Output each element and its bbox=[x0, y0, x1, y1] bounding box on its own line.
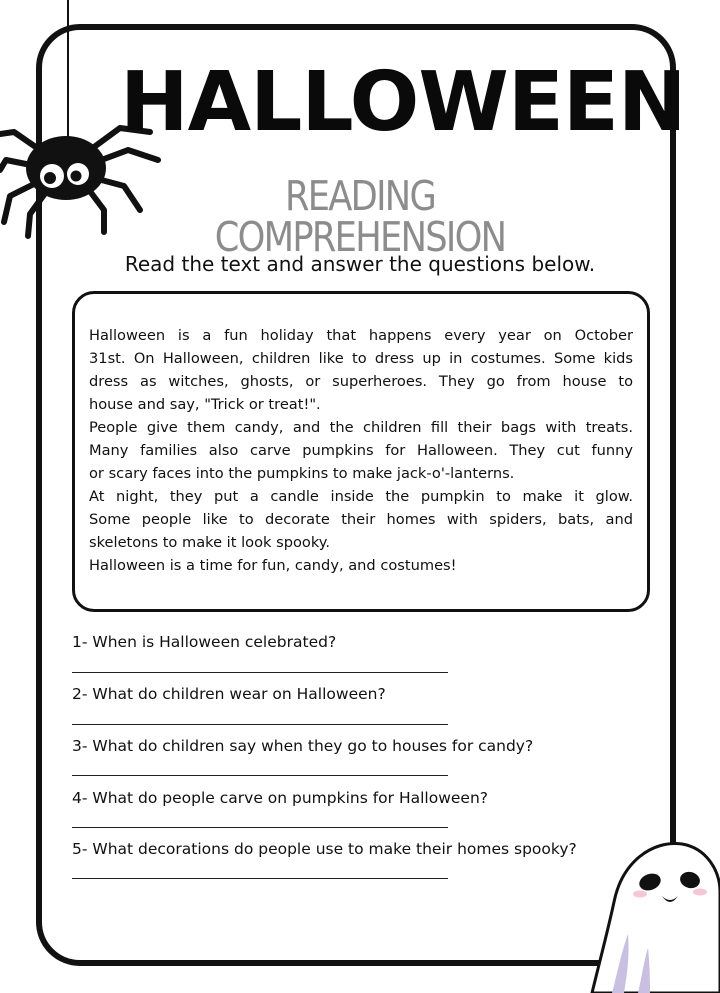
answer-line-3[interactable] bbox=[72, 775, 448, 776]
reading-passage bbox=[72, 291, 650, 612]
question-5: 5- What decorations do people use to make their homes spooky? bbox=[72, 840, 577, 858]
passage-line: skeletons to make it look spooky. bbox=[89, 534, 330, 551]
passage-line: 31st. On Halloween, children like to dress up in costumes. Some kids bbox=[89, 350, 633, 367]
passage-line: Halloween is a time for fun, candy, and costumes! bbox=[89, 557, 457, 574]
answer-line-5[interactable] bbox=[72, 878, 448, 879]
ghost-icon bbox=[578, 830, 720, 993]
question-3: 3- What do children say when they go to houses for candy? bbox=[72, 737, 534, 755]
question-4: 4- What do people carve on pumpkins for Halloween? bbox=[72, 789, 489, 807]
answer-line-4[interactable] bbox=[72, 827, 448, 828]
passage-line: dress as witches, ghosts, or superheroes. They go from house to bbox=[89, 373, 633, 390]
question-2: 2- What do children wear on Halloween? bbox=[72, 685, 386, 703]
passage-line: People give them candy, and the children fill their bags with treats. bbox=[89, 419, 633, 436]
answer-line-2[interactable] bbox=[72, 724, 448, 725]
page-title: HALLOWEEN bbox=[120, 55, 686, 150]
passage-line: Halloween is a fun holiday that happens every year on October bbox=[89, 327, 633, 344]
instruction-text: Read the text and answer the questions below. bbox=[124, 252, 596, 276]
passage-line: Many families also carve pumpkins for Halloween. They cut funny bbox=[89, 442, 633, 459]
passage-line: house and say, "Trick or treat!". bbox=[89, 396, 321, 413]
answer-line-1[interactable] bbox=[72, 672, 448, 673]
page-subtitle: READING COMPREHENSION bbox=[214, 172, 506, 261]
passage-line: At night, they put a candle inside the pumpkin to make it glow. bbox=[89, 488, 633, 505]
passage-line: Some people like to decorate their homes with spiders, bats, and bbox=[89, 511, 633, 528]
question-1: 1- When is Halloween celebrated? bbox=[72, 633, 337, 651]
passage-line: or scary faces into the pumpkins to make jack-o'-lanterns. bbox=[89, 465, 515, 482]
